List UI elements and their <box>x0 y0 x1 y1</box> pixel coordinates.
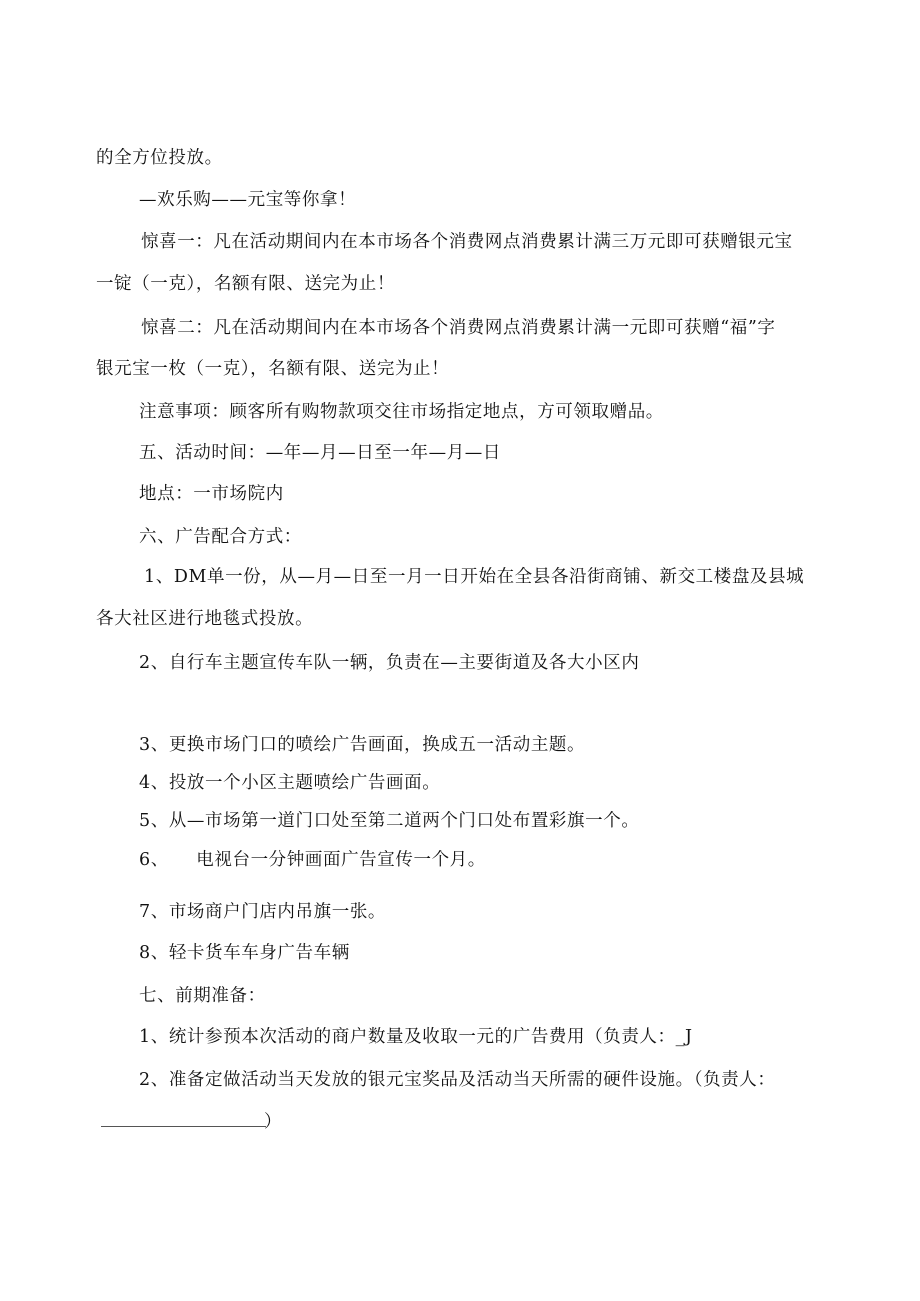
section-heading: —欢乐购——元宝等你拿！ <box>139 190 357 210</box>
list-item: 1、DM单一份，从—月—日至一月一日开始在全县各沿街商铺、新交工楼盘及县城 <box>144 567 805 587</box>
paragraph-line: 注意事项：顾客所有购物款项交往市场指定地点，方可领取赠品。 <box>139 402 664 422</box>
paragraph-line: 惊喜二：凡在活动期间内在本市场各个消费网点消费累计满一元即可获赠“福”字 <box>141 318 776 338</box>
section-heading: 六、广告配合方式： <box>139 527 302 547</box>
paragraph-line: 五、活动时间：—年—月—日至一年—月—日 <box>139 443 501 463</box>
list-item: 3、更换市场门口的喷绘广告画面，换成五一活动主题。 <box>139 735 586 755</box>
list-item: 2、自行车主题宣传车队一辆，负责在—主要街道及各大小区内 <box>139 653 640 673</box>
closing-parenthesis: ） <box>264 1112 282 1132</box>
paragraph-line: 惊喜一：凡在活动期间内在本市场各个消费网点消费累计满三万元即可获赠银元宝 <box>141 232 793 252</box>
paragraph-line: 各大社区进行地毯式投放。 <box>96 609 314 629</box>
paragraph-line: 银元宝一枚（一克），名额有限、送完为止！ <box>96 359 450 379</box>
signature-blank-line <box>101 1126 266 1127</box>
paragraph-line: 的全方位投放。 <box>96 148 223 168</box>
paragraph-line: 地点：一市场院内 <box>139 484 284 504</box>
list-item: 2、准备定做活动当天发放的银元宝奖品及活动当天所需的硬件设施。（负责人： <box>139 1070 776 1090</box>
list-item: 1、统计参预本次活动的商户数量及收取一元的广告费用（负责人：_J <box>139 1027 693 1047</box>
section-heading: 七、前期准备： <box>139 986 266 1006</box>
list-item: 7、市场商户门店内吊旗一张。 <box>139 902 387 922</box>
list-item: 8、轻卡货车车身广告车辆 <box>139 943 350 963</box>
paragraph-line: 一锭（一克），名额有限、送完为止！ <box>96 274 395 294</box>
list-item: 5、从—市场第一道门口处至第二道两个门口处布置彩旗一个。 <box>139 811 640 831</box>
list-item: 4、投放一个小区主题喷绘广告画面。 <box>139 773 441 793</box>
list-item: 6、 电视台一分钟画面广告宣传一个月。 <box>139 850 486 870</box>
